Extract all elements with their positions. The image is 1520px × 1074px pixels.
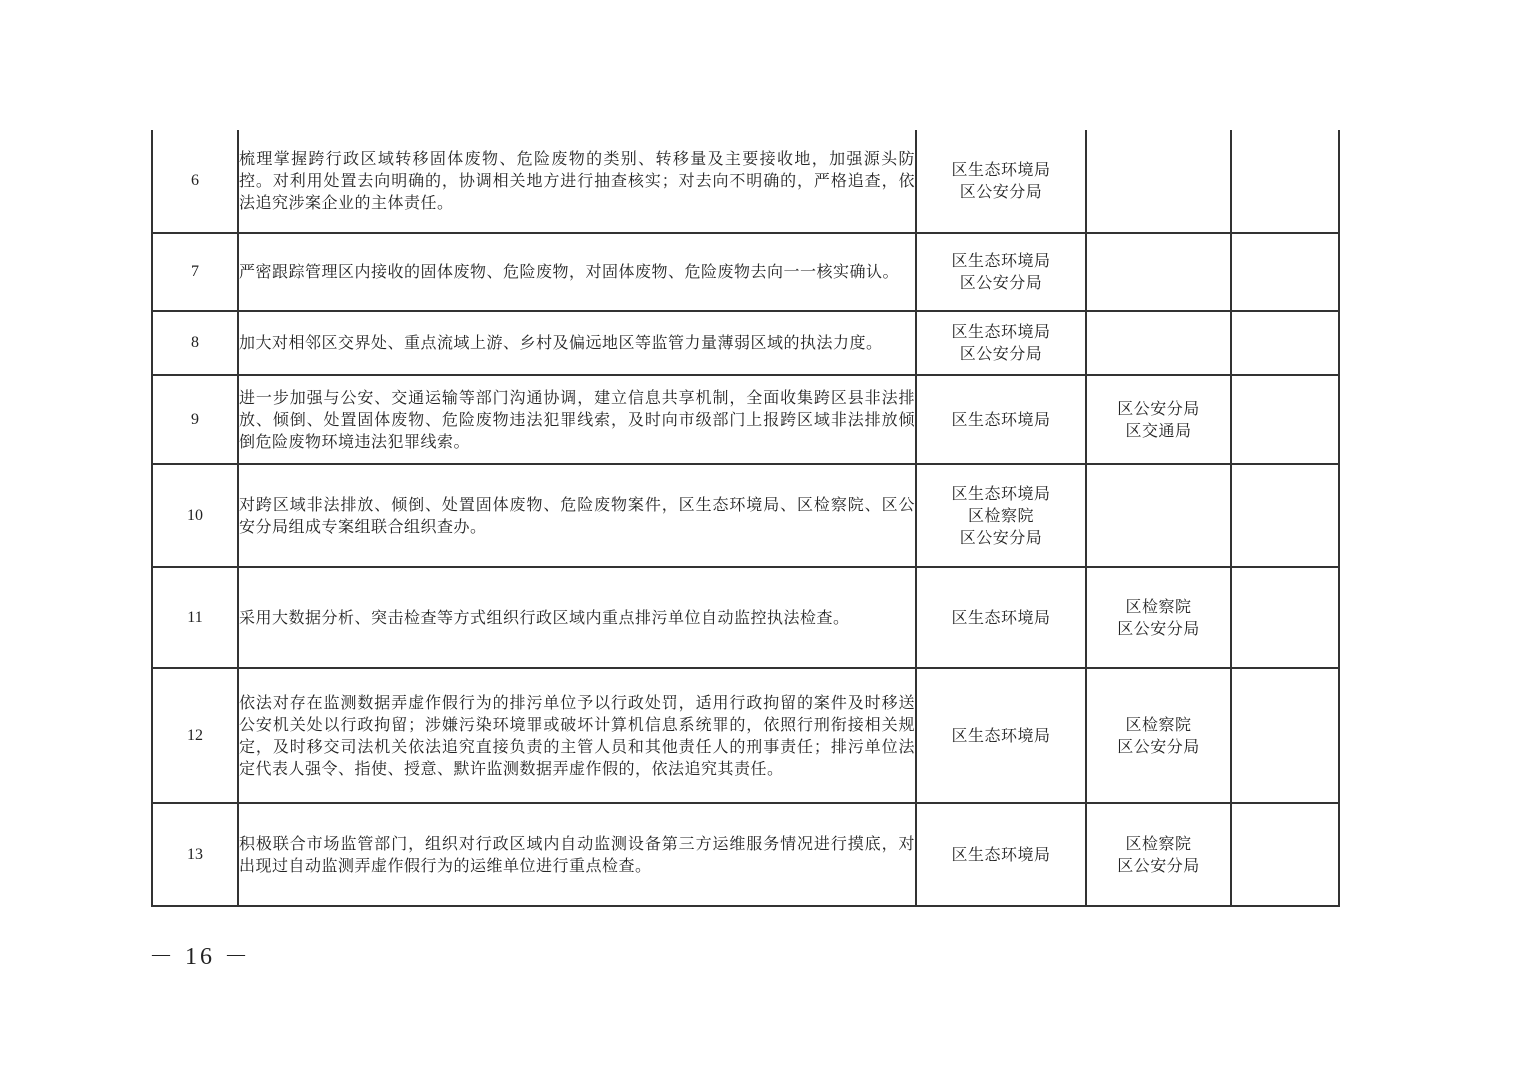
department-name: 区公安分局: [959, 273, 1043, 292]
note-cell: [1231, 567, 1339, 668]
page-number: － 16 －: [149, 944, 251, 970]
task-content: 梳理掌握跨行政区域转移固体废物、危险废物的类别、转移量及主要接收地，加强源头防控。对利用处置去向明确的，协调相关地方进行抽查核实；对去向不明确的，严格追查，依法追究涉案企业的主体责任。: [238, 130, 916, 233]
note-cell: [1231, 464, 1339, 567]
department-name: 区检察院: [1125, 714, 1192, 734]
department-name: 区生态环境局: [951, 725, 1051, 745]
department-name: 区生态环境局: [951, 483, 1051, 503]
assist-department: [1086, 464, 1231, 567]
table-row: [152, 130, 1339, 233]
row-number: 8: [152, 311, 238, 375]
row-number: 10: [152, 464, 238, 567]
department-name: 区公安分局: [959, 344, 1043, 363]
assist-department: [1086, 375, 1231, 464]
department-name: 区交通局: [1125, 420, 1192, 440]
row-number: 7: [152, 233, 238, 311]
table-row: [152, 567, 1339, 668]
row-number: 12: [152, 668, 238, 803]
table-row: [152, 311, 1339, 375]
assist-department: [1086, 803, 1231, 906]
department-name: 区检察院: [967, 505, 1034, 525]
note-cell: [1231, 803, 1339, 906]
task-content: 依法对存在监测数据弄虚作假行为的排污单位予以行政处罚，适用行政拘留的案件及时移送公安机关处以行政拘留；涉嫌污染环境罪或破坏计算机信息系统罪的，依照行刑衔接相关规定，及时移交司法机关依法追究直接负责的主管人员和其他责任人的刑事责任；排污单位法定代表人强令、指使、授意、默许监测数据弄虚作假的，依法追究其责任。: [238, 668, 916, 803]
lead-department: [916, 130, 1086, 233]
assist-department: [1086, 130, 1231, 233]
lead-department: [916, 233, 1086, 311]
table-row: [152, 803, 1339, 906]
department-name: 区生态环境局: [951, 409, 1051, 429]
assist-department: [1086, 567, 1231, 668]
lead-department: [916, 668, 1086, 803]
task-content: 进一步加强与公安、交通运输等部门沟通协调，建立信息共享机制，全面收集跨区县非法排放、倾倒、处置固体废物、危险废物违法犯罪线索，及时向市级部门上报跨区域非法排放倾倒危险废物环境违法犯罪线索。: [238, 375, 916, 464]
department-name: 区生态环境局: [951, 322, 1051, 341]
task-content: 积极联合市场监管部门，组织对行政区域内自动监测设备第三方运维服务情况进行摸底，对出现过自动监测弄虚作假行为的运维单位进行重点检查。: [238, 803, 916, 906]
lead-department: [916, 464, 1086, 567]
lead-department: [916, 311, 1086, 375]
table-row: [152, 668, 1339, 803]
department-name: 区公安分局: [1117, 736, 1200, 756]
task-content: 严密跟踪管理区内接收的固体废物、危险废物，对固体废物、危险废物去向一一核实确认。: [238, 233, 916, 311]
department-name: 区生态环境局: [951, 160, 1051, 179]
note-cell: [1231, 130, 1339, 233]
department-name: 区公安分局: [959, 527, 1043, 547]
note-cell: [1231, 375, 1339, 464]
table-row: [152, 375, 1339, 464]
row-number: 13: [152, 803, 238, 906]
department-name: 区检察院: [1125, 833, 1192, 853]
table-row: [152, 233, 1339, 311]
department-name: 区生态环境局: [951, 251, 1051, 270]
assist-department: [1086, 668, 1231, 803]
row-number: 9: [152, 375, 238, 464]
task-content: 加大对相邻区交界处、重点流域上游、乡村及偏远地区等监管力量薄弱区域的执法力度。: [238, 311, 916, 375]
department-name: 区公安分局: [1117, 855, 1200, 875]
department-name: 区检察院: [1125, 596, 1192, 616]
task-content: 采用大数据分析、突击检查等方式组织行政区域内重点排污单位自动监控执法检查。: [238, 567, 916, 668]
note-cell: [1231, 668, 1339, 803]
task-content: 对跨区域非法排放、倾倒、处置固体废物、危险废物案件，区生态环境局、区检察院、区公安分局组成专案组联合组织查办。: [238, 464, 916, 567]
department-name: 区生态环境局: [951, 607, 1051, 627]
department-name: 区公安分局: [959, 182, 1043, 201]
row-number: 6: [152, 130, 238, 233]
note-cell: [1231, 311, 1339, 375]
table-row: [152, 464, 1339, 567]
lead-department: [916, 803, 1086, 906]
department-name: 区公安分局: [1117, 398, 1200, 418]
task-table: [151, 130, 1340, 907]
task-table-body: [152, 130, 1339, 906]
row-number: 11: [152, 567, 238, 668]
department-name: 区生态环境局: [951, 844, 1051, 864]
lead-department: [916, 375, 1086, 464]
assist-department: [1086, 233, 1231, 311]
lead-department: [916, 567, 1086, 668]
assist-department: [1086, 311, 1231, 375]
department-name: 区公安分局: [1117, 618, 1200, 638]
note-cell: [1231, 233, 1339, 311]
